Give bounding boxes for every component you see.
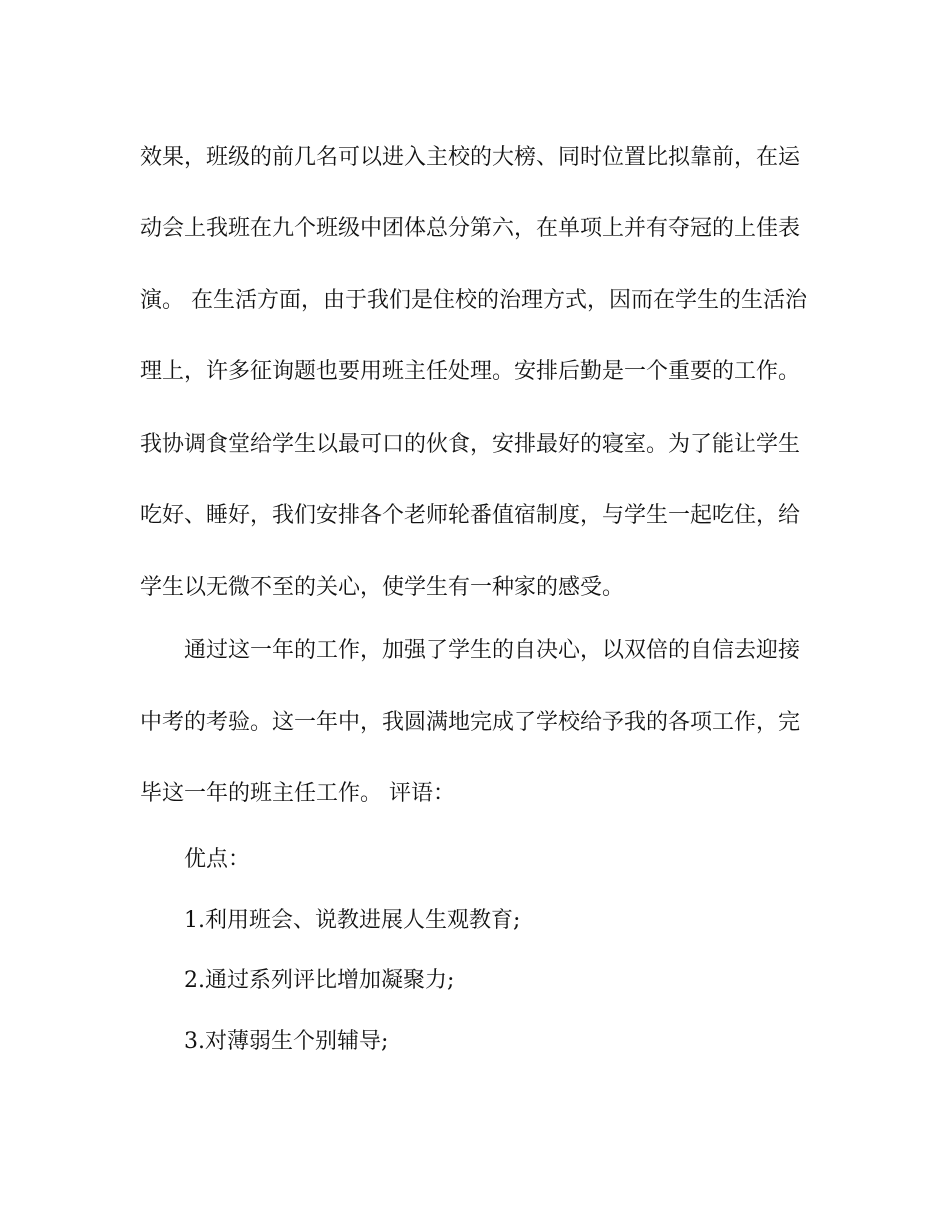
list-item-2: 2.通过系列评比增加凝聚力; [184, 968, 455, 993]
paragraph-line-6: 吃好、睡好，我们安排各个老师轮番值宿制度，与学生一起吃住，给 [140, 503, 801, 528]
paragraph-line-2: 动会上我班在九个班级中团体总分第六，在单项上并有夺冠的上佳表 [140, 216, 801, 241]
paragraph-line-5: 我协调食堂给学生以最可口的伙食，安排最好的寝室。为了能让学生 [140, 432, 801, 457]
paragraph-line-1: 效果，班级的前几名可以进入主校的大榜、同时位置比拟靠前，在运 [140, 145, 801, 170]
paragraph-line-9: 中考的考验。这一年中，我圆满地完成了学校给予我的各项工作，完 [140, 710, 801, 735]
paragraph-line-7: 学生以无微不至的关心，使学生有一种家的感受。 [140, 575, 625, 600]
section-heading-merits: 优点： [184, 847, 251, 872]
paragraph-line-3: 演。 在生活方面，由于我们是住校的治理方式，因而在学生的生活治 [140, 288, 807, 313]
list-item-1: 1.利用班会、说教进展人生观教育; [184, 908, 521, 933]
paragraph-line-10: 毕这一年的班主任工作。 评语： [140, 781, 455, 806]
paragraph-line-4: 理上，许多征询题也要用班主任处理。安排后勤是一个重要的工作。 [140, 359, 801, 384]
list-item-3: 3.对薄弱生个别辅导; [184, 1029, 389, 1054]
paragraph-line-8: 通过这一年的工作，加强了学生的自决心，以双倍的自信去迎接 [184, 638, 801, 663]
